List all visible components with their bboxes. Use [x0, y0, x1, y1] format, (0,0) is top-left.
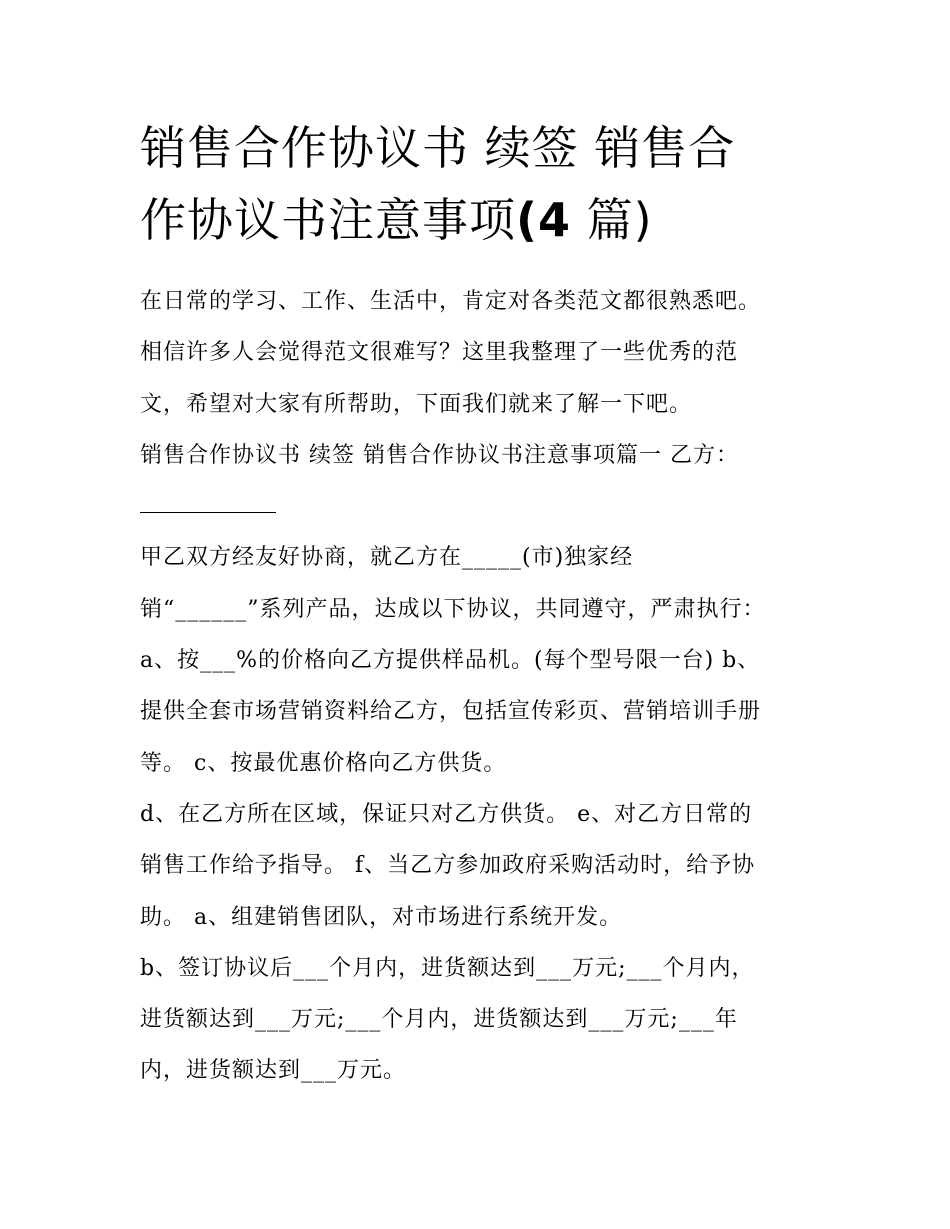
- blank-underline: [140, 512, 276, 513]
- body-line: a、按___%的价格向乙方提供样品机。(每个型号限一台) b、: [140, 648, 761, 674]
- body-line: d、在乙方所在区域，保证只对乙方供货。 e、对乙方日常的: [140, 801, 753, 827]
- body-line: 销“______”系列产品，达成以下协议，共同遵守，严肃执行：: [140, 596, 766, 622]
- title-count: (4: [516, 193, 572, 247]
- body-line: 助。 a、组建销售团队，对市场进行系统开发。: [140, 904, 623, 930]
- body-line: b、签订协议后___个月内，进货额达到___万元;___个月内，: [140, 955, 755, 981]
- body-line: 在日常的学习、工作、生活中，肯定对各类范文都很熟悉吧。: [140, 289, 762, 314]
- body-line: 提供全套市场营销资料给乙方，包括宣传彩页、营销培训手册: [140, 699, 762, 725]
- title-line-1: 销售合作协议书 续签 销售合: [140, 121, 736, 175]
- title-line-2: [140, 184, 840, 256]
- body-line: 甲乙双方经友好协商，就乙方在_____(市)独家经: [140, 545, 634, 571]
- title-count-end: 篇): [586, 193, 653, 247]
- body-line: 进货额达到___万元;___个月内，进货额达到___万元;___年: [140, 1007, 738, 1033]
- body-line: 内，进货额达到___万元。: [140, 1058, 407, 1084]
- body-line: 销售工作给予指导。 f、当乙方参加政府采购活动时，给予协: [140, 853, 756, 879]
- body-line: 文，希望对大家有所帮助，下面我们就来了解一下吧。: [140, 391, 693, 417]
- document-body: [140, 276, 840, 1097]
- blank-signature-line: [140, 481, 840, 532]
- title-line-2-text: 作协议书注意事项: [140, 193, 516, 247]
- document-title: [140, 112, 840, 256]
- body-line: 等。 c、按最优惠价格向乙方供货。: [140, 750, 507, 776]
- body-line: 相信许多人会觉得范文很难写？这里我整理了一些优秀的范: [140, 340, 739, 366]
- body-line: 销售合作协议书 续签 销售合作协议书注意事项篇一 乙方：: [140, 442, 739, 468]
